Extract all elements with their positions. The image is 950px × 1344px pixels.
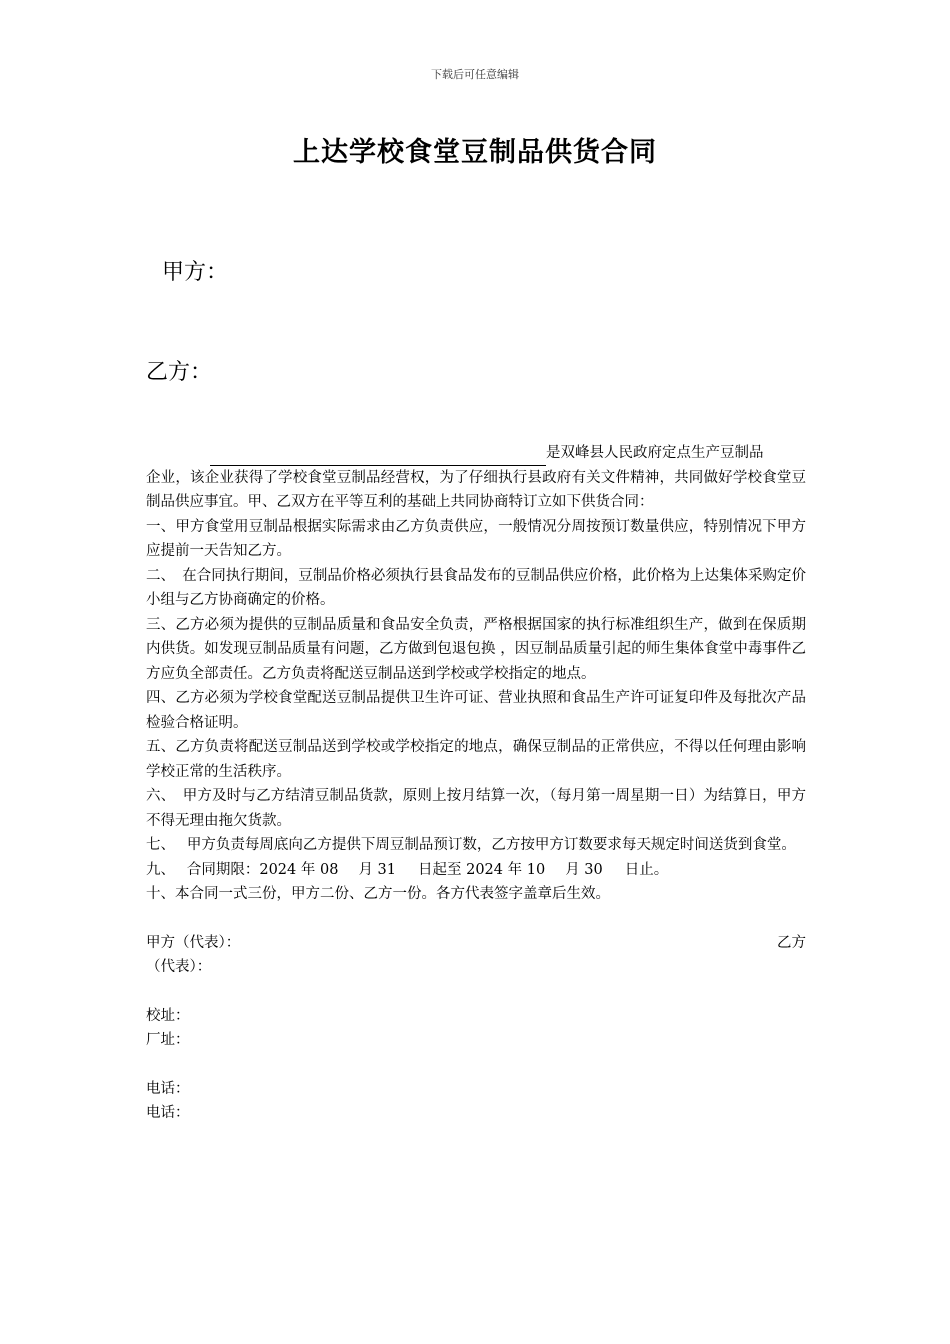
party-a-representative: 甲方（代表）： bbox=[146, 934, 241, 951]
intro-first-line-text: 是双峰县人民政府定点生产豆制品 bbox=[546, 445, 764, 461]
contract-body bbox=[146, 441, 806, 1126]
party-a-label: 甲方： bbox=[162, 260, 229, 285]
clause-3: 三、乙方必须为提供的豆制品质量和食品安全负责，严格根据国家的执行标准组织生产，做到在保质期内供货。如发现豆制品质量有问题，乙方做到包退包换 ，因豆制品质量引起的师生集体食堂中毒事件乙方应负全部责任。乙方负责将配送豆制品送到学校或学校指定的地点。 bbox=[146, 616, 806, 682]
party-b-label: 乙方： bbox=[146, 360, 213, 385]
clause-6: 六、 甲方及时与乙方结清豆制品货款，原则上按月结算一次，（每月第一周星期一日）为结算日，甲方不得无理由拖欠货款。 bbox=[146, 788, 806, 829]
clause-10: 十、本合同一式三份，甲方二份、乙方一份。各方代表签字盖章后生效。 bbox=[146, 886, 610, 902]
intro-first-line bbox=[146, 441, 806, 466]
clause-7: 七、 甲方负责每周底向乙方提供下周豆制品预订数，乙方按甲方订数要求每天规定时间送货到食堂。 bbox=[146, 837, 796, 853]
term-start-suffix: 日起至 2024 年 10 bbox=[418, 861, 546, 878]
signature-row bbox=[146, 931, 806, 956]
term-start-year: 2024 年 08 bbox=[259, 861, 339, 878]
intro-paragraph: 企业，该企业获得了学校食堂豆制品经营权，为了仔细执行县政府有关文件精神，共同做好学校食堂豆制品供应事宜。甲、乙双方在平等互利的基础上共同协商特订立如下供货合同： bbox=[146, 469, 806, 510]
clause-9-term bbox=[146, 858, 806, 883]
term-start-month-day: 月 31 bbox=[358, 861, 396, 878]
factory-address: 厂址： bbox=[146, 1032, 190, 1048]
term-end-month-day: 月 30 bbox=[565, 861, 603, 878]
school-address: 校址： bbox=[146, 1007, 190, 1024]
phone-a: 电话： bbox=[146, 1080, 190, 1097]
header-note: 下载后可任意编辑 bbox=[431, 68, 519, 81]
company-name-blank bbox=[210, 447, 546, 466]
clause-2: 二、 在合同执行期间，豆制品价格必须执行县食品发布的豆制品供应价格，此价格为上达集体采购定价小组与乙方协商确定的价格。 bbox=[146, 567, 806, 608]
term-prefix: 九、 合同期限： bbox=[146, 861, 260, 878]
clause-1: 一、甲方食堂用豆制品根据实际需求由乙方负责供应，一般情况分周按预订数量供应，特别情况下甲方应提前一天告知乙方。 bbox=[146, 518, 806, 559]
party-b-representative-tail: （代表）： bbox=[146, 959, 212, 975]
term-end-suffix: 日止。 bbox=[624, 861, 669, 878]
phone-b: 电话： bbox=[146, 1105, 190, 1121]
clause-5: 五、乙方负责将配送豆制品送到学校或学校指定的地点，确保豆制品的正常供应，不得以任何理由影响学校正常的生活秩序。 bbox=[146, 739, 806, 780]
clause-4: 四、乙方必须为学校食堂配送豆制品提供卫生许可证、营业执照和食品生产许可证复印件及每批次产品检验合格证明。 bbox=[146, 690, 806, 731]
party-b-representative-head: 乙方 bbox=[777, 934, 806, 951]
document-title: 上达学校食堂豆制品供货合同 bbox=[293, 137, 657, 168]
